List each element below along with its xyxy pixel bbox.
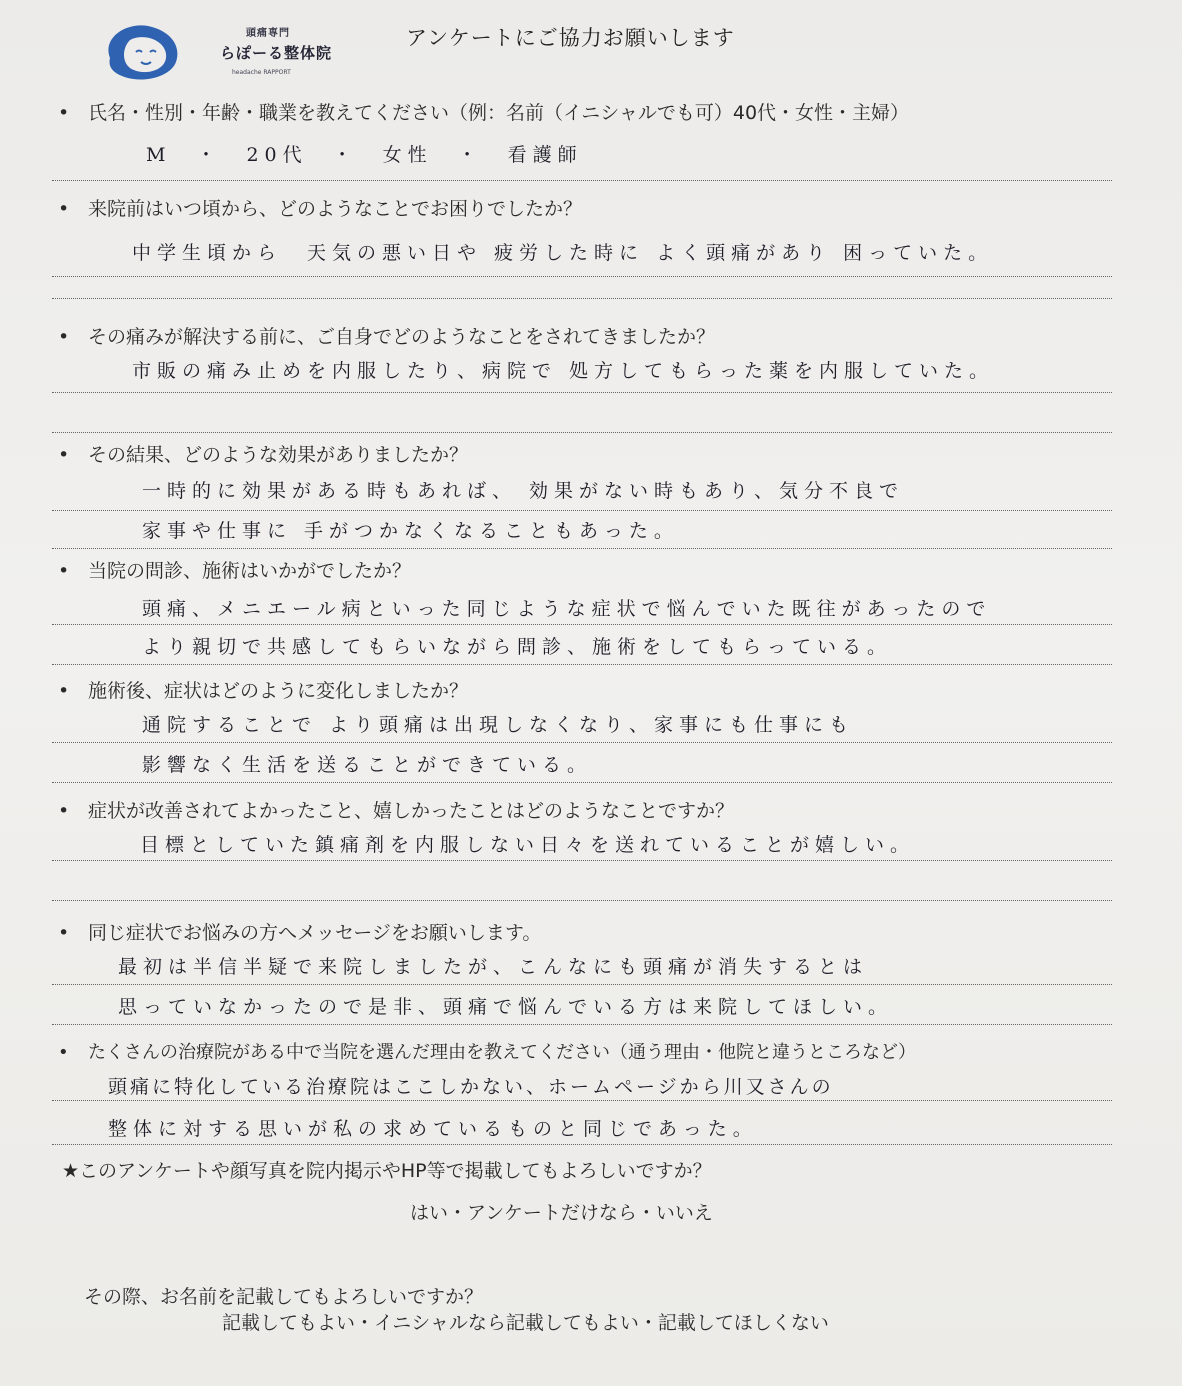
clinic-logo xyxy=(96,14,336,86)
answer-6-line-2: 影響なく生活を送ることができている。 xyxy=(142,754,593,776)
bullet-icon: • xyxy=(58,680,70,702)
answer-rule xyxy=(52,1144,1112,1145)
answer-rule xyxy=(52,782,1112,783)
answer-rule xyxy=(52,432,1112,433)
question-4 xyxy=(58,440,468,467)
answer-rule xyxy=(52,298,1112,299)
answer-rule xyxy=(52,860,1112,861)
bullet-icon: • xyxy=(58,444,70,466)
answer-rule xyxy=(52,742,1112,743)
answer-1-line-1: M ・ 20代 ・ 女性 ・ 看護師 xyxy=(146,144,583,166)
bullet-icon: • xyxy=(58,560,70,582)
bullet-icon: • xyxy=(58,800,70,822)
answer-rule xyxy=(52,624,1112,625)
bullet-icon: • xyxy=(58,326,70,348)
bullet-icon: • xyxy=(58,198,70,220)
answer-rule xyxy=(52,392,1112,393)
question-7 xyxy=(58,796,734,823)
answer-rule xyxy=(52,180,1112,181)
question-text: 同じ症状でお悩みの方へメッセージをお願いします。 xyxy=(88,922,542,944)
bullet-icon: • xyxy=(58,102,70,124)
logo-tagline: 頭痛専門 xyxy=(246,28,290,39)
question-3 xyxy=(58,322,715,349)
answer-4-line-1: 一時的に効果がある時もあれば、 効果がない時もあり、気分不良で xyxy=(142,480,905,502)
answer-6-line-1: 通院することで より頭痛は出現しなくなり、家事にも仕事にも xyxy=(142,714,855,736)
answer-rule xyxy=(52,1100,1112,1101)
question-text: 氏名・性別・年齢・職業を教えてください（例：名前（イニシャルでも可）40代・女性・主婦） xyxy=(88,102,910,124)
answer-3-line-1: 市販の痛み止めを内服したり、病院で 処方してもらった薬を内服していた。 xyxy=(132,360,995,382)
photo-consent-options: はい・アンケートだけなら・いいえ xyxy=(410,1202,713,1224)
question-2 xyxy=(58,194,582,221)
answer-4-line-2: 家事や仕事に 手がつかなくなることもあった。 xyxy=(142,520,679,542)
question-5 xyxy=(58,556,411,583)
answer-9-line-1: 頭痛に特化している治療院はここしかない、ホームページから川又さんの xyxy=(108,1076,834,1098)
question-text: 当院の問診、施術はいかがでしたか？ xyxy=(88,560,412,582)
answer-8-line-2: 思っていなかったので是非、頭痛で悩んでいる方は来院してほしい。 xyxy=(118,996,894,1018)
answer-5-line-1: 頭痛、メニエール病といった同じような症状で悩んでいた既往があったので xyxy=(142,598,992,620)
answer-7-line-1: 目標としていた鎮痛剤を内服しない日々を送れていることが嬉しい。 xyxy=(140,834,916,856)
page-title: アンケートにご協力お願いします xyxy=(406,26,735,50)
answer-rule xyxy=(52,548,1112,549)
photo-consent-question: ★このアンケートや顔写真を院内掲示やHP等で掲載してもよろしいですか？ xyxy=(62,1160,712,1182)
question-8 xyxy=(58,918,541,945)
question-text: 来院前はいつ頃から、どのようなことでお困りでしたか？ xyxy=(88,198,583,220)
bullet-icon: • xyxy=(58,922,70,944)
answer-rule xyxy=(52,510,1112,511)
question-1 xyxy=(58,98,909,125)
question-text: その痛みが解決する前に、ご自身でどのようなことをされてきましたか？ xyxy=(88,326,716,348)
question-6 xyxy=(58,676,468,703)
question-text: 施術後、症状はどのように変化しましたか？ xyxy=(88,680,469,702)
name-consent-options: 記載してもよい・イニシャルなら記載してもよい・記載してほしくない xyxy=(222,1312,829,1334)
logo-name: らぽーる整体院 xyxy=(220,44,333,62)
name-consent-question: その際、お名前を記載してもよろしいですか？ xyxy=(84,1286,484,1308)
answer-8-line-1: 最初は半信半疑で来院しましたが、こんなにも頭痛が消失するとは xyxy=(118,956,869,978)
answer-5-line-2: より親切で共感してもらいながら問診、施術をしてもらっている。 xyxy=(142,636,893,658)
logo-subtitle: headache RAPPORT xyxy=(232,69,291,76)
question-text: たくさんの治療院がある中で当院を選んだ理由を教えてください（通う理由・他院と違うところなど） xyxy=(88,1042,916,1063)
question-text: 症状が改善されてよかったこと、嬉しかったことはどのようなことですか？ xyxy=(88,800,735,822)
answer-rule xyxy=(52,1024,1112,1025)
answer-9-line-2: 整体に対する思いが私の求めているものと同じであった。 xyxy=(108,1118,758,1140)
question-9 xyxy=(58,1038,916,1064)
answer-rule xyxy=(52,276,1112,277)
answer-rule xyxy=(52,984,1112,985)
question-text: その結果、どのような効果がありましたか？ xyxy=(88,444,469,466)
smiling-face-logo-icon xyxy=(96,18,186,84)
answer-rule xyxy=(52,900,1112,901)
answer-rule xyxy=(52,664,1112,665)
answer-2-line-1: 中学生頃から 天気の悪い日や 疲労した時に よく頭痛があり 困っていた。 xyxy=(132,242,994,264)
bullet-icon: • xyxy=(58,1042,69,1063)
